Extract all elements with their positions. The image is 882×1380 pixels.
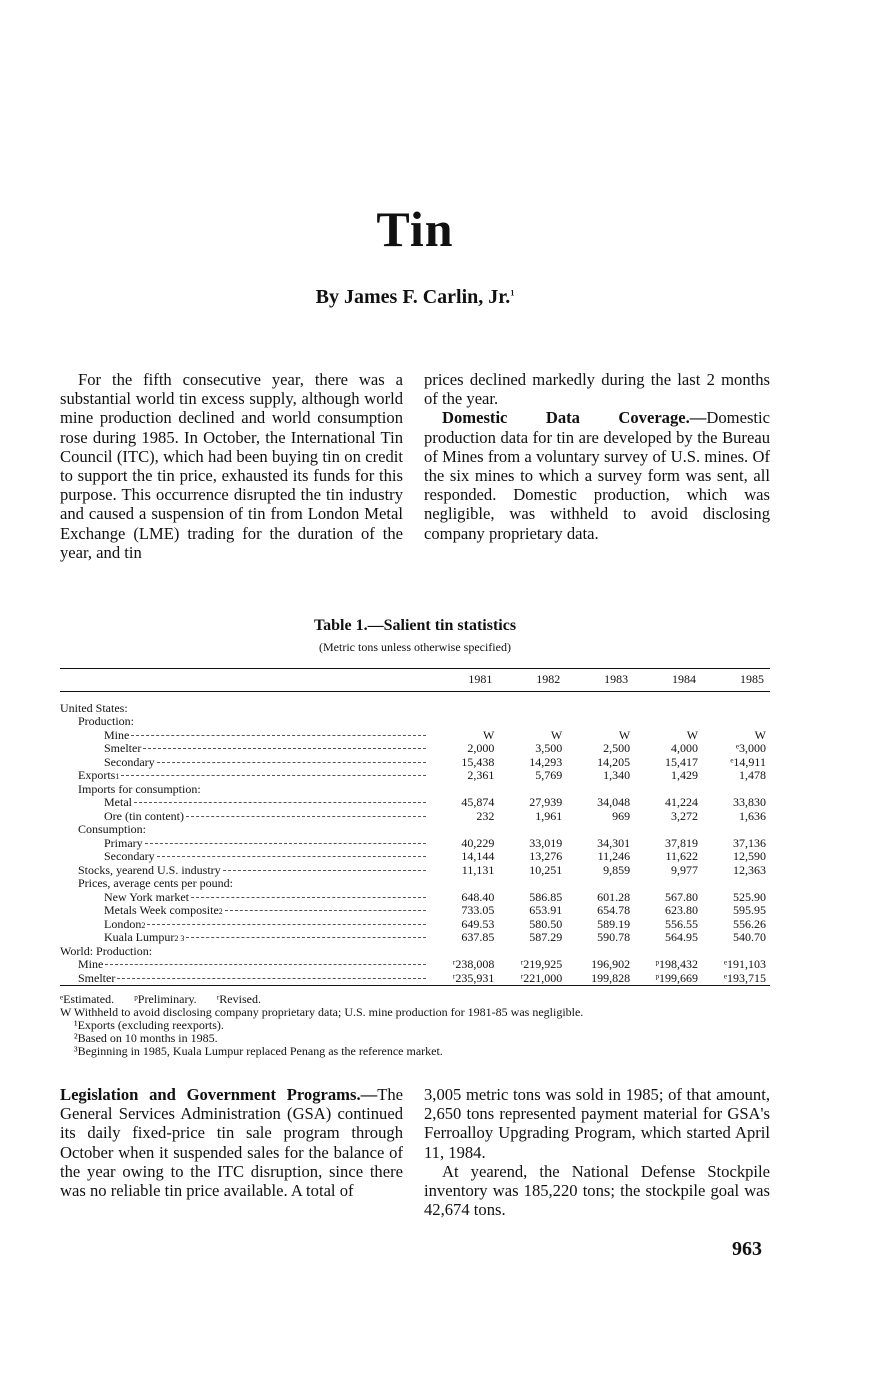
dot-leader — [145, 843, 427, 844]
row-label — [60, 702, 430, 716]
value-cell: 14,144 — [461, 849, 495, 863]
domestic-data-body: Domestic production data for tin are developed by the Bureau of Mines from a voluntary survey of U.S. mines. Of the six mines to which a survey form was sent, all responded. Domestic production, which was negligible, was withheld to avoid disclosing company proprietary data. — [424, 408, 770, 543]
value-cell: 637.85 — [461, 930, 495, 944]
value-cell — [634, 823, 702, 837]
value-cell — [566, 715, 634, 729]
value-cell: 653.91 — [529, 903, 563, 917]
dot-leader — [157, 762, 427, 763]
value-cell: 649.53 — [461, 916, 495, 931]
table-row — [60, 918, 770, 932]
row-label — [60, 972, 430, 986]
value-cell: W — [618, 727, 631, 742]
value-cell — [498, 715, 566, 729]
row-label-text: New York market — [104, 889, 189, 904]
year-header: 1984 — [634, 669, 702, 692]
row-label-text: Metal — [104, 795, 132, 809]
year-header: 1982 — [498, 669, 566, 692]
row-label: Exports 1 — [60, 769, 430, 783]
value-cell — [634, 715, 702, 729]
value-cell: 595.95 — [733, 903, 766, 917]
row-label-text: Kuala Lumpur — [104, 930, 175, 944]
row-label: London 2 — [60, 918, 430, 932]
row-label — [60, 715, 430, 729]
value-cell — [702, 945, 770, 959]
value-cell: 34,301 — [597, 835, 631, 850]
dot-leader — [157, 856, 427, 857]
row-label-cell — [60, 783, 430, 797]
value-cell: 33,830 — [733, 795, 766, 809]
row-label — [60, 729, 430, 743]
row-label-cell — [60, 769, 430, 783]
footnote-1: ¹Exports (excluding reexports). — [74, 1018, 224, 1032]
value-cell: ᵉ191,103 — [723, 957, 766, 971]
value-cell: 648.40 — [461, 889, 495, 904]
value-cell: W — [550, 727, 563, 742]
value-cell: 567.80 — [665, 889, 699, 904]
table-row — [60, 756, 770, 770]
row-label-text: Prices, average cents per pound: — [78, 876, 233, 890]
row-label-cell — [60, 729, 430, 743]
page-number: 963 — [732, 1238, 762, 1260]
value-cell: 41,224 — [665, 795, 699, 809]
table-row — [60, 931, 770, 945]
value-cell — [430, 783, 498, 797]
value-cell: W — [686, 727, 699, 742]
row-label — [60, 756, 430, 770]
legislation-paragraph — [60, 1085, 403, 1200]
byline — [0, 286, 830, 309]
value-cell: ᵖ199,669 — [655, 970, 699, 985]
intro-paragraph-continued: prices declined markedly during the last 2 months of the year. — [424, 370, 770, 409]
row-label-cell — [60, 702, 430, 716]
table-row — [60, 904, 770, 918]
value-cell: 11,622 — [665, 849, 699, 863]
value-cell: 1,340 — [603, 768, 631, 782]
value-cell — [498, 877, 566, 891]
intro-paragraph: For the fifth consecutive year, there was a substantial world tin excess supply, although world mine production declined and world consumption rose during 1985. In October, the International Tin Council (ITC), which had been buying tin on credit to support the tin price, exhausted its funds for this purpose. This occurrence disrupted the tin industry and caused a suspension of tin from London Metal Exchange (LME) trading for the duration of the year, and tin — [60, 370, 403, 562]
row-label — [60, 742, 430, 756]
dot-leader — [223, 870, 427, 871]
table-row — [60, 877, 770, 891]
value-cell: 9,859 — [603, 862, 631, 877]
value-cell: 590.78 — [597, 930, 631, 944]
table-subtitle: (Metric tons unless otherwise specified) — [319, 640, 511, 654]
value-cell: 1,478 — [739, 768, 766, 782]
legislation-left-column — [60, 1085, 403, 1200]
year-header: 1981 — [430, 669, 498, 692]
value-cell: 199,828 — [591, 970, 631, 985]
row-label-cell — [60, 891, 430, 905]
value-cell — [498, 783, 566, 797]
value-cell: 2,500 — [603, 741, 631, 755]
value-cell — [702, 783, 770, 797]
value-cell: W — [754, 727, 766, 742]
row-label-text: Primary — [104, 835, 143, 850]
row-label-cell — [60, 904, 430, 918]
value-cell: 27,939 — [529, 795, 563, 809]
value-cell: ᵉ3,000 — [735, 741, 766, 755]
value-cell — [430, 877, 498, 891]
value-cell: 601.28 — [597, 889, 631, 904]
value-cell — [498, 945, 566, 959]
value-cell: 4,000 — [671, 741, 699, 755]
value-cell: 3,500 — [535, 741, 563, 755]
value-cell: 540.70 — [733, 930, 766, 944]
dot-leader — [105, 964, 426, 965]
dot-leader — [121, 775, 426, 776]
row-label-cell — [60, 823, 430, 837]
value-cell: 589.19 — [597, 916, 631, 931]
row-label-cell — [60, 945, 430, 959]
table-row — [60, 810, 770, 824]
value-cell — [566, 877, 634, 891]
byline-footnote-marker: 1 — [510, 288, 515, 298]
row-label-text: Ore (tin content) — [104, 808, 184, 823]
table-row — [60, 837, 770, 851]
value-cell: 196,902 — [591, 957, 631, 971]
row-label — [60, 850, 430, 864]
row-label-text: Production: — [78, 714, 134, 728]
dot-leader — [225, 910, 427, 911]
dot-leader — [147, 924, 426, 925]
row-label-text: Stocks, yearend U.S. industry — [78, 862, 221, 877]
dot-leader — [191, 897, 426, 898]
row-label-text: Secondary — [104, 849, 155, 863]
row-label-cell — [60, 918, 430, 932]
row-label — [60, 837, 430, 851]
row-label: Metals Week composite 2 — [60, 904, 430, 918]
value-cell: 15,438 — [461, 754, 495, 769]
value-cell: 40,229 — [461, 835, 495, 850]
table-row — [60, 958, 770, 972]
value-cell: 14,293 — [529, 754, 563, 769]
row-label — [60, 945, 430, 959]
row-label-text: Exports — [78, 768, 116, 782]
salient-statistics-table — [60, 668, 770, 986]
value-cell: ᵉ14,911 — [730, 754, 766, 769]
row-label — [60, 877, 430, 891]
value-cell — [430, 715, 498, 729]
value-cell: 14,205 — [597, 754, 631, 769]
row-label-cell — [60, 796, 430, 810]
row-label-cell — [60, 931, 430, 945]
value-cell: ʳ219,925 — [520, 957, 563, 971]
value-cell: 556.55 — [665, 916, 699, 931]
table-footnotes — [60, 993, 770, 1058]
value-cell: 1,429 — [671, 768, 699, 782]
value-cell — [634, 783, 702, 797]
row-label — [60, 864, 430, 878]
value-cell: 654.78 — [597, 903, 631, 917]
table-row — [60, 715, 770, 729]
legislation-paragraph-continued: 3,005 metric tons was sold in 1985; of that amount, 2,650 tons represented payment material for GSA's Ferroalloy Upgrading Program, which started April 11, 1984. — [424, 1085, 770, 1162]
stats-table — [60, 668, 770, 986]
value-cell: 969 — [612, 808, 631, 823]
row-label-text: Mine — [104, 727, 130, 742]
value-cell: 11,246 — [597, 849, 631, 863]
row-label — [60, 783, 430, 797]
value-cell: 15,417 — [665, 754, 699, 769]
value-cell — [498, 823, 566, 837]
row-label-cell — [60, 958, 430, 972]
value-cell: 3,272 — [671, 808, 699, 823]
row-label-text: Smelter — [104, 741, 142, 755]
dot-leader — [186, 937, 426, 938]
value-cell: 2,000 — [467, 741, 495, 755]
value-cell: 33,019 — [529, 835, 563, 850]
row-label — [60, 796, 430, 810]
dot-leader — [131, 735, 426, 736]
row-label — [60, 891, 430, 905]
row-label-cell — [60, 756, 430, 770]
row-label-text: United States: — [60, 700, 128, 715]
row-label-text: Mine — [78, 957, 104, 971]
footnote-3: ³Beginning in 1985, Kuala Lumpur replaced Penang as the reference market. — [74, 1044, 443, 1058]
row-label — [60, 958, 430, 972]
row-label — [60, 810, 430, 824]
dot-leader — [117, 978, 426, 979]
table-row — [60, 769, 770, 783]
value-cell: 12,363 — [733, 862, 766, 877]
dot-leader — [134, 802, 426, 803]
value-cell — [634, 702, 702, 716]
value-cell: W — [483, 727, 495, 742]
value-cell: 37,819 — [665, 835, 699, 850]
legislation-heading: Legislation and Government Programs.— — [60, 1085, 378, 1104]
year-header: 1983 — [566, 669, 634, 692]
row-label-cell — [60, 742, 430, 756]
value-cell: 1,961 — [535, 808, 563, 823]
value-cell — [566, 945, 634, 959]
value-cell: 580.50 — [529, 916, 563, 931]
intro-left-column — [60, 370, 403, 562]
value-cell: 37,136 — [733, 835, 766, 850]
value-cell — [702, 715, 770, 729]
value-cell: 232 — [476, 808, 495, 823]
table-row — [60, 823, 770, 837]
value-cell — [566, 823, 634, 837]
value-cell: 45,874 — [461, 795, 495, 809]
value-cell: 586.85 — [529, 889, 563, 904]
byline-author: By James F. Carlin, Jr. — [315, 286, 511, 308]
table-title: Table 1.—Salient tin statistics — [313, 617, 517, 634]
value-cell — [634, 877, 702, 891]
footnote-revised: ʳRevised. — [216, 992, 261, 1006]
row-label-text: Secondary — [104, 754, 155, 769]
value-cell: 733.05 — [461, 903, 495, 917]
value-cell — [498, 702, 566, 716]
dot-leader — [186, 816, 426, 817]
value-cell: 587.29 — [529, 930, 563, 944]
value-cell: 5,769 — [535, 768, 563, 782]
row-label-text: Consumption: — [78, 822, 147, 836]
value-cell — [702, 823, 770, 837]
value-cell — [566, 783, 634, 797]
row-label-text: World: Production: — [60, 943, 153, 958]
table-header-label — [60, 669, 430, 692]
footnote-estimated: ᵉEstimated. — [60, 992, 115, 1006]
row-label-cell — [60, 715, 430, 729]
legislation-body: The General Services Administration (GSA) continued its daily fixed-price tin sale program through October when it suspended sales for the balance of the year owing to the ITC disruption, since there was no reliable tin price available. A total of — [60, 1085, 403, 1201]
intro-right-column — [424, 370, 770, 543]
value-cell — [430, 823, 498, 837]
value-cell — [430, 702, 498, 716]
value-cell: 556.26 — [733, 916, 766, 931]
table-row — [60, 742, 770, 756]
value-cell — [702, 702, 770, 716]
row-label-text: Metals Week composite — [104, 903, 219, 917]
value-cell: 9,977 — [671, 862, 699, 877]
row-label-cell — [60, 837, 430, 851]
value-cell — [430, 945, 498, 959]
table-row — [60, 945, 770, 959]
value-cell: 564.95 — [665, 930, 699, 944]
table-row — [60, 796, 770, 810]
row-label-text: Imports for consumption: — [78, 781, 201, 796]
table-row — [60, 972, 770, 986]
value-cell — [634, 945, 702, 959]
footnote-withheld: W Withheld to avoid disclosing company proprietary data; U.S. mine production for 1981-85 was negligible. — [60, 1005, 584, 1019]
value-cell: 525.90 — [733, 889, 766, 904]
row-label: Kuala Lumpur 2 3 — [60, 931, 430, 945]
value-cell: ᵉ193,715 — [723, 970, 766, 985]
table-row — [60, 783, 770, 797]
value-cell: 623.80 — [665, 903, 699, 917]
value-cell: 34,048 — [597, 795, 631, 809]
table-row — [60, 891, 770, 905]
year-header: 1985 — [702, 669, 770, 692]
value-cell: 11,131 — [461, 862, 495, 877]
table-row — [60, 864, 770, 878]
value-cell: ʳ238,008 — [452, 957, 495, 971]
row-label-text: London — [104, 916, 142, 931]
value-cell — [702, 877, 770, 891]
value-cell: 12,590 — [733, 849, 766, 863]
footnote-2: ²Based on 10 months in 1985. — [74, 1031, 218, 1045]
stockpile-paragraph: At yearend, the National Defense Stockpile inventory was 185,220 tons; the stockpile goal was 42,674 tons. — [424, 1161, 770, 1220]
page-title: Tin — [376, 201, 454, 257]
footnote-preliminary: ᵖPreliminary. — [134, 992, 197, 1006]
row-label-cell — [60, 850, 430, 864]
row-label-cell — [60, 972, 430, 986]
table-header-row — [60, 669, 770, 692]
dot-leader — [143, 748, 426, 749]
domestic-data-paragraph — [424, 408, 770, 542]
value-cell: 10,251 — [529, 862, 563, 877]
row-label-cell — [60, 810, 430, 824]
row-label-text: Smelter — [78, 970, 116, 985]
value-cell: 2,361 — [467, 768, 495, 782]
row-label-cell — [60, 864, 430, 878]
value-cell — [566, 702, 634, 716]
value-cell: 1,636 — [739, 808, 766, 823]
domestic-data-heading: Domestic Data Coverage.— — [442, 408, 707, 428]
legislation-right-column — [424, 1085, 770, 1219]
table-row — [60, 702, 770, 716]
value-cell: ʳ235,931 — [452, 970, 495, 985]
value-cell: 13,276 — [529, 849, 563, 863]
table-row — [60, 850, 770, 864]
row-label — [60, 823, 430, 837]
row-label-cell — [60, 877, 430, 891]
value-cell: ʳ221,000 — [520, 970, 563, 985]
table-body — [60, 691, 770, 986]
table-row — [60, 729, 770, 743]
value-cell: ᵖ198,432 — [655, 957, 699, 971]
